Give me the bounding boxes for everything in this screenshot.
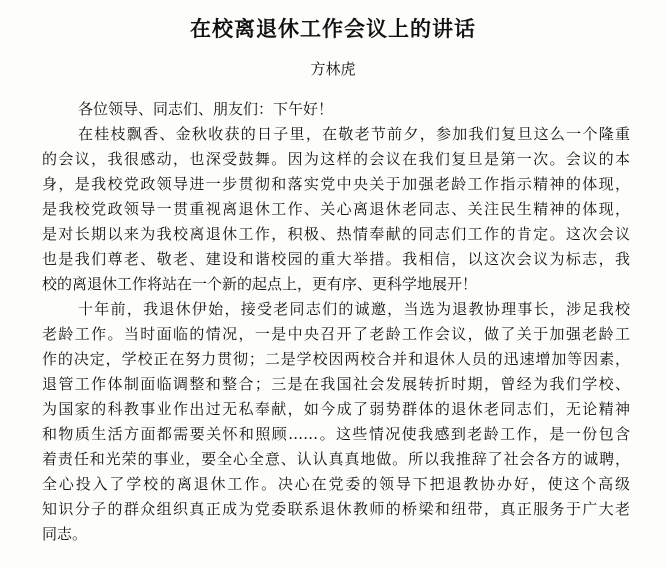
- body-line: 是对长期以来为我校离退休工作，积极、热情奉献的同志们工作的肯定。这次会议: [42, 225, 630, 243]
- greeting-line: 各位领导、同志们、朋友们：下午好！: [78, 100, 334, 118]
- body-line: 同志。: [42, 525, 88, 543]
- body-line: 在桂枝飘香、金秋收获的日子里，在敬老节前夕，参加我们复旦这么一个隆重: [78, 125, 630, 143]
- body-line: 和物质生活方面都需要关怀和照顾……。这些情况使我感到老龄工作，是一份包含: [42, 425, 630, 443]
- body-line: 身，是我校党政领导进一步贯彻和落实党中央关于加强老龄工作指示精神的体现，: [42, 175, 630, 193]
- body-line: 校的离退休工作将站在一个新的起点上，更有序、更科学地展开！: [42, 275, 478, 293]
- body-line: 退管工作体制面临调整和整合；三是在我国社会发展转折时期，曾经为我们学校、: [42, 375, 630, 393]
- body-line: 知识分子的群众组织真正成为党委联系退休教师的桥梁和纽带，真正服务于广大老: [42, 500, 630, 518]
- body-line: 也是我们尊老、敬老、建设和谐校园的重大举措。我相信，以这次会议为标志，我: [42, 250, 630, 268]
- body-line: 老龄工作。当时面临的情况，一是中央召开了老龄工作会议，做了关于加强老龄工: [42, 325, 630, 343]
- body-line: 作的决定，学校正在努力贯彻；二是学校因两校合并和退休人员的迅速增加等因素，: [42, 350, 630, 368]
- document-title: 在校离退休工作会议上的讲话: [190, 16, 476, 41]
- body-line: 着责任和光荣的事业，要全心全意、认认真真地做。所以我推辞了社会各方的诚聘，: [42, 450, 630, 468]
- document-author: 方林虎: [310, 60, 356, 78]
- body-line: 的会议，我很感动，也深受鼓舞。因为这样的会议在我们复旦是第一次。会议的本: [42, 150, 630, 168]
- body-line: 为国家的科教事业作出过无私奉献，如今成了弱势群体的退休老同志们，无论精神: [42, 400, 630, 418]
- body-line: 十年前，我退休伊始，接受老同志们的诚邀，当选为退教协理事长，涉足我校: [78, 300, 630, 318]
- body-line: 全心投入了学校的离退休工作。决心在党委的领导下把退教协办好，使这个高级: [42, 475, 630, 493]
- body-line: 是我校党政领导一贯重视离退休工作、关心离退休老同志、关注民生精神的体现，: [42, 200, 630, 218]
